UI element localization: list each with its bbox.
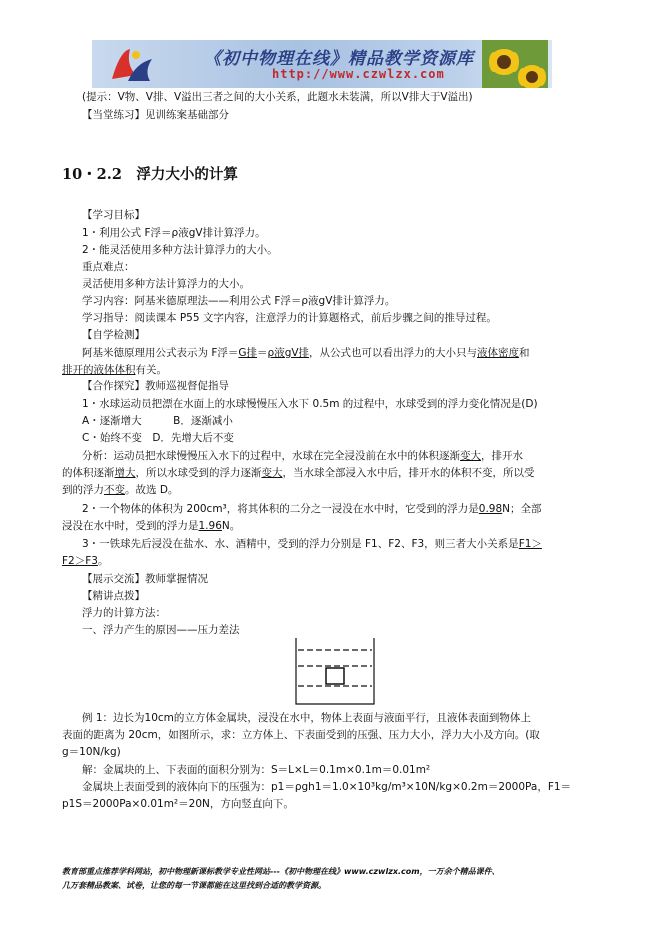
question-3: 3・一铁球先后浸没在盐水、水、酒精中，受到的浮力分别是 F1、F2、F3，则三者大小关系是F1＞ — [82, 538, 542, 550]
key-points-label: 重点难点： — [82, 261, 135, 273]
footer-line-1: 教育部重点推荐学科网站，初中物理新课标教学专业性网站---《初中物理在线》www.czwlzx.com，一万余个精品课件、 — [62, 867, 500, 876]
analysis-line-2: 的体积逐渐增大，所以水球受到的浮力逐渐变大，当水球全部浸入水中后，排开水的体积不变，所以受 — [62, 467, 535, 479]
question-2: 2・一个物体的体积为 200cm³，将其体积的二分之一浸没在水中时，它受到的浮力是0.98N；全部 — [82, 503, 542, 515]
header-banner — [92, 40, 552, 88]
practice-label: 【当堂练习】见训练案基础部分 — [82, 109, 229, 121]
learning-content: 学习内容：阿基米德原理法——利用公式 F浮＝ρ液gV排计算浮力。 — [82, 295, 396, 307]
example-1-cont: 表面的距离为 20cm，如图所示，求：立方体上、下表面受到的压强、压力大小，浮力大小及方向。(取 — [62, 729, 540, 741]
hint-text: (提示：V物、V排、V溢出三者之间的大小关系，此题水未装满，所以V排大于V溢出) — [82, 91, 473, 103]
container-diagram — [294, 636, 376, 706]
site-logo-icon — [106, 45, 158, 85]
method-title: 浮力的计算方法： — [82, 607, 166, 619]
question-2-cont: 浸没在水中时，受到的浮力是1.96N。 — [62, 520, 241, 532]
exchange-label: 【展示交流】教师掌握情况 — [82, 573, 208, 585]
example-1: 例 1：边长为10cm的立方体金属块，浸没在水中，物体上表面与液面平行，且液体表面到物体上 — [82, 712, 531, 724]
analysis-line-3: 到的浮力不变。故选 D。 — [62, 484, 179, 496]
sunflower-icon — [482, 40, 548, 88]
section-heading: 10・2.2 浮力大小的计算 — [62, 166, 238, 183]
solution-line-1: 解：金属块的上、下表面的面积分别为：S＝L×L＝0.1m×0.1m＝0.01m² — [82, 764, 431, 776]
key-points-text: 灵活使用多种方法计算浮力的大小。 — [82, 278, 250, 290]
goals-label: 【学习目标】 — [82, 209, 145, 221]
banner-title: 《初中物理在线》精品教学资源库 — [204, 49, 474, 69]
self-check-label: 【自学检测】 — [82, 329, 145, 341]
solution-line-2: 金属块上表面受到的液体向下的压强为：p1＝ρgh1＝1.0×10³kg/m³×10N/kg×0.2m＝2000Pa，F1＝ — [82, 781, 572, 793]
analysis-line-1: 分析：运动员把水球慢慢压入水下的过程中，水球在完全浸没前在水中的体积逐渐变大，排开水 — [82, 450, 523, 462]
example-1-cont-2: g＝10N/kg) — [62, 746, 121, 758]
banner-url[interactable]: http://www.czwlzx.com — [272, 67, 445, 81]
q1-options-cd: C・始终不变 D．先增大后不变 — [82, 432, 234, 444]
metal-cube — [326, 668, 344, 684]
formula-line: 阿基米德原理用公式表示为 F浮＝G排＝ρ液gV排，从公式也可以看出浮力的大小只与液体密度和 — [82, 347, 530, 359]
q1-options-ab: A・逐渐增大 B．逐渐减小 — [82, 415, 233, 427]
solution-line-3: p1S＝2000Pa×0.01m²＝20N，方向竖直向下。 — [62, 798, 294, 810]
formula-line-cont: 排开的液体体积有关。 — [62, 364, 167, 376]
cooperative-label: 【合作探究】教师巡视督促指导 — [82, 380, 229, 392]
footer-line-2: 几万套精品教案、试卷，让您的每一节课都能在这里找到合适的教学资源。 — [62, 881, 326, 890]
learning-guide: 学习指导：阅读课本 P55 文字内容，注意浮力的计算题格式，前后步骤之间的推导过程。 — [82, 312, 497, 324]
question-3-cont: F2＞F3。 — [62, 555, 109, 567]
method-1-title: 一、浮力产生的原因——压力差法 — [82, 624, 240, 636]
explain-label: 【精讲点拨】 — [82, 590, 145, 602]
goal-2: 2・能灵活使用多种方法计算浮力的大小。 — [82, 244, 278, 256]
question-1: 1・水球运动员把漂在水面上的水球慢慢压入水下 0.5m 的过程中，水球受到的浮力变化情况是(D) — [82, 398, 538, 410]
goal-1: 1・利用公式 F浮＝ρ液gV排计算浮力。 — [82, 227, 266, 239]
